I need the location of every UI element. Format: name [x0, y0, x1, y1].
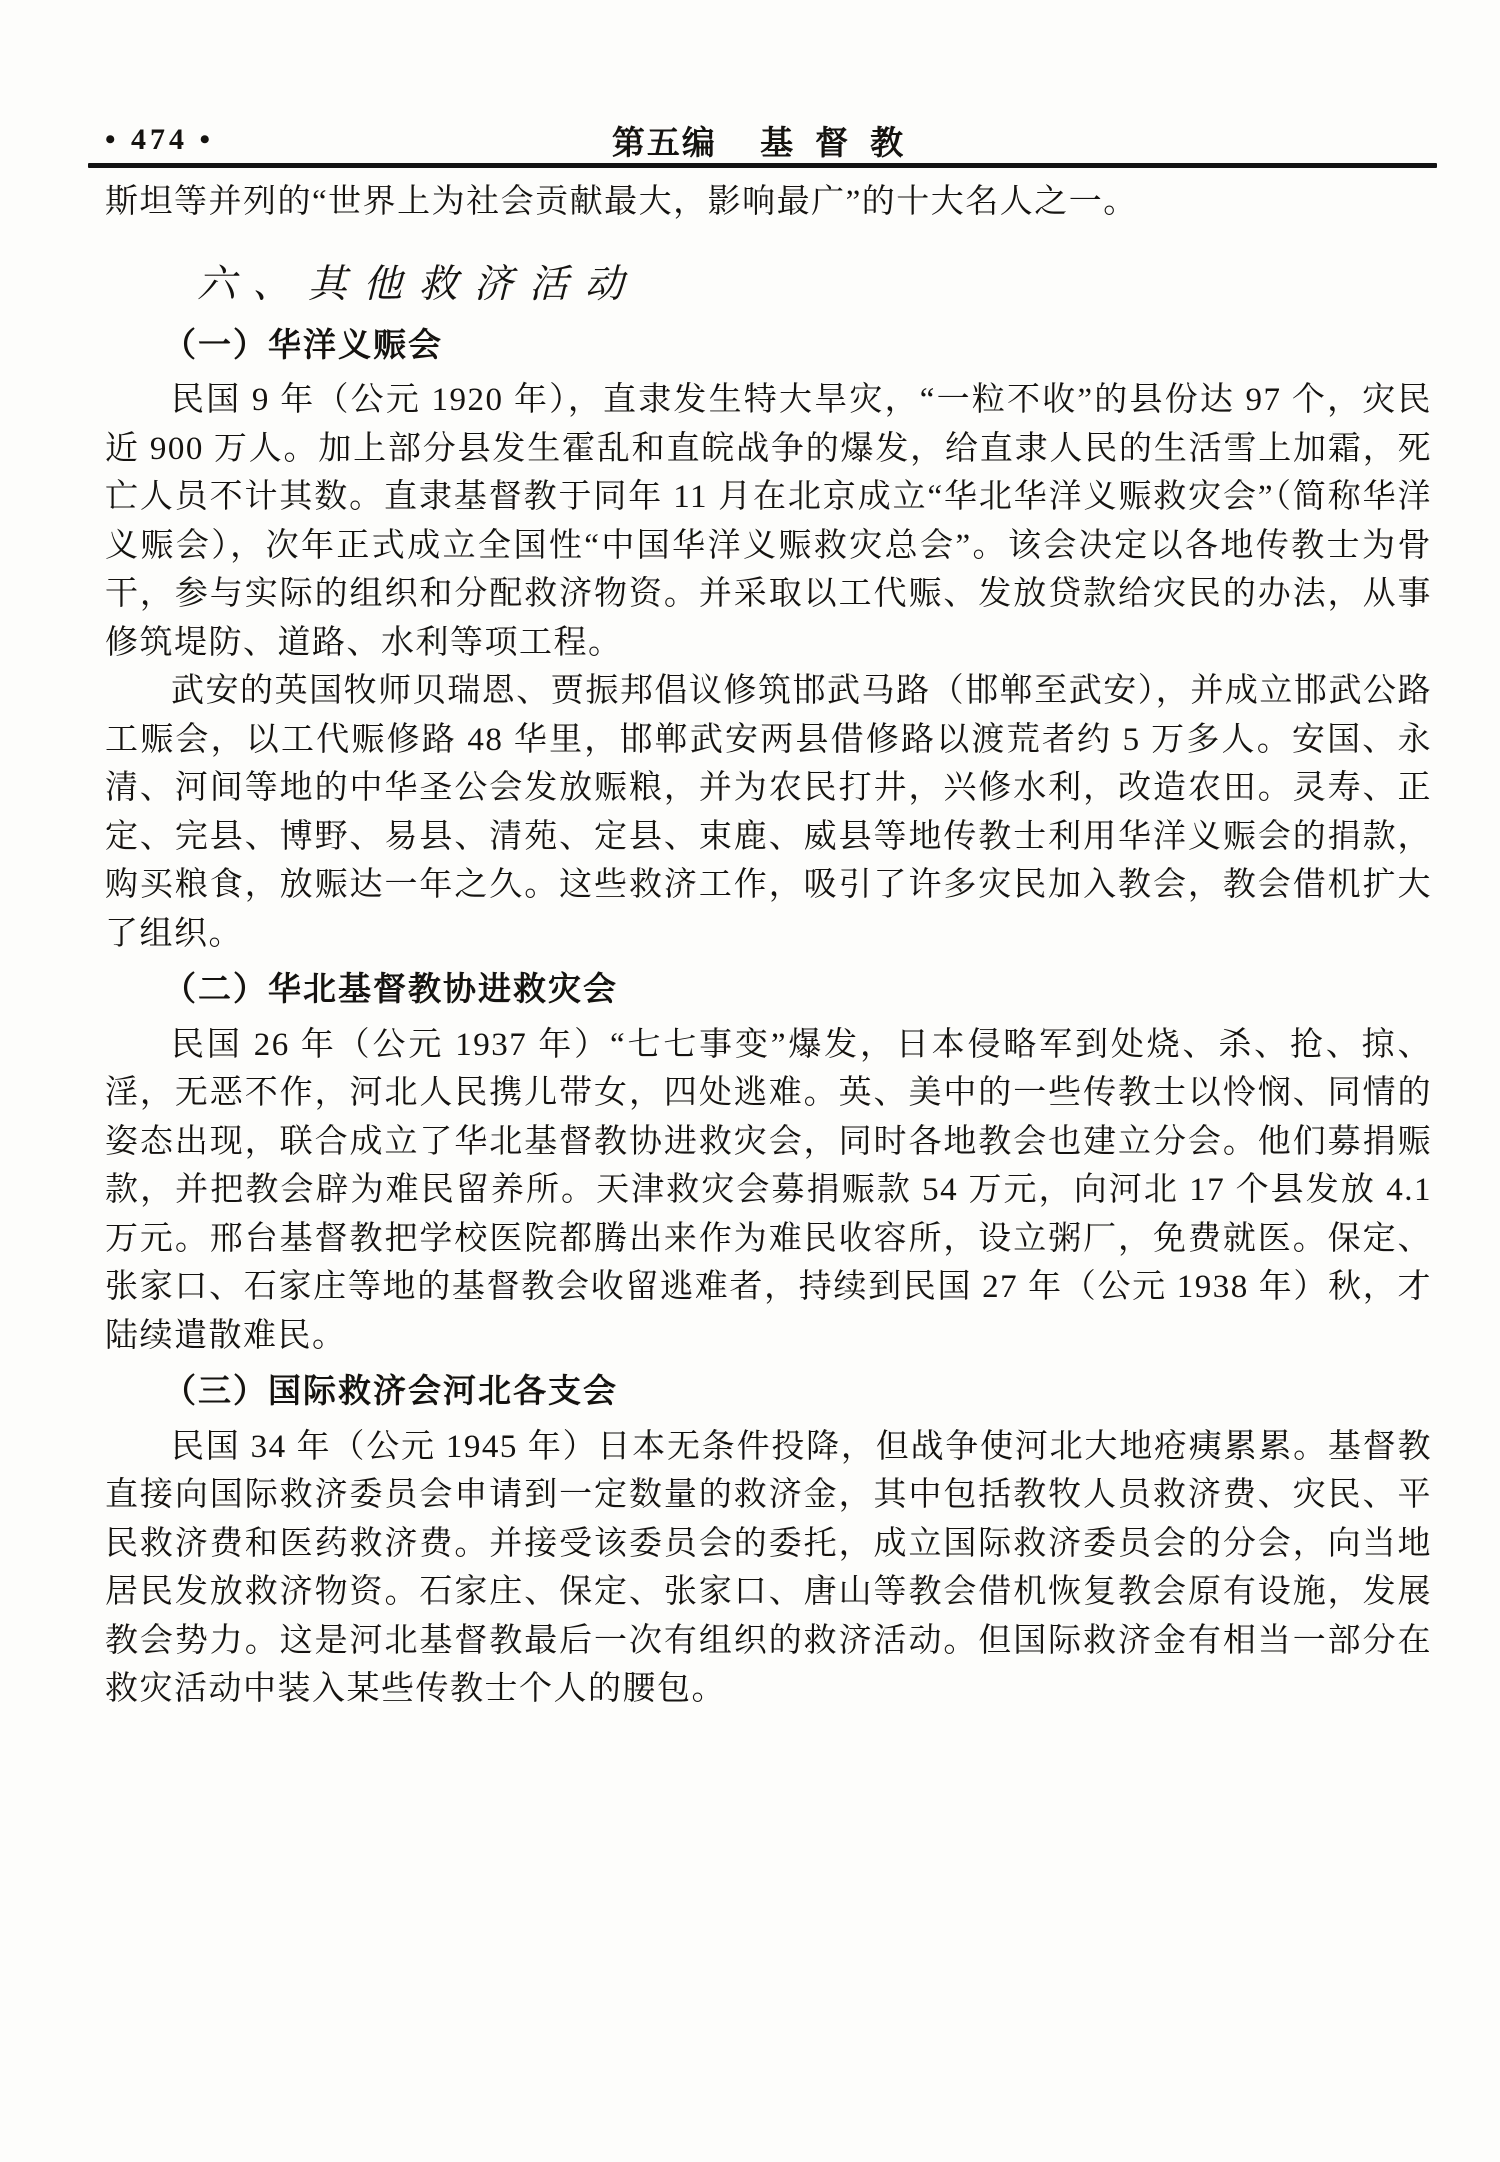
- header-rule: [88, 163, 1437, 168]
- running-title: [105, 117, 1432, 164]
- subsection-2-paragraph-1: 民国 26 年（公元 1937 年）“七七事变”爆发，日本侵略军到处烧、杀、抢、掠、淫，无恶不作，河北人民携儿带女，四处逃难。英、美中的一些传教士以怜悯、同情的姿态出现，联合成立了华北基督教协进救灾会，同时各地教会也建立分会。他们募捐赈款，并把教会辟为难民留养所。天津救灾会募捐赈款 54 万元，向河北 17 个县发放 4.1 万元。邢台基督教把学校医院都腾出来作为难民收容所，设立粥厂，免费就医。保定、张家口、石家庄等地的基督教会收留逃难者，持续到民国 27 年（公元 1938 年）秋，才陆续遣散难民。: [105, 1026, 1433, 1354]
- page-content: [105, 178, 1432, 1714]
- subsection-2-heading: （二）华北基督教协进救灾会: [163, 970, 618, 1007]
- subsection-1-paragraph-1: 民国 9 年（公元 1920 年），直隶发生特大旱灾，“一粒不收”的县份达 97 个，灾民近 900 万人。加上部分县发生霍乱和直皖战争的爆发，给直隶人民的生活雪上加霜，死亡人员不计其数。直隶基督教于同年 11 月在北京成立“华北华洋义赈救灾会”（简称华洋义赈会），次年正式成立全国性“中国华洋义赈救灾总会”。该会决定以各地传教士为骨干，参与实际的组织和分配救济物资。并采取以工代赈、发放贷款给灾民的办法，从事修筑堤防、道路、水利等项工程。: [105, 382, 1432, 661]
- subsection-2: [105, 965, 1432, 1360]
- subsection-3: [105, 1367, 1432, 1714]
- subsection-3-heading: （三）国际救济会河北各支会: [163, 1372, 618, 1409]
- page-header: [105, 118, 1432, 162]
- running-title-subject: 基督教: [760, 123, 926, 161]
- continued-paragraph: 斯坦等并列的“世界上为社会贡献最大，影响最广”的十大名人之一。: [105, 184, 1138, 220]
- section-heading: 六、其他救济活动: [197, 262, 641, 306]
- subsection-3-paragraph-1: 民国 34 年（公元 1945 年）日本无条件投降，但战争使河北大地疮痍累累。基督教直接向国际救济委员会申请到一定数量的救济金，其中包括教牧人员救济费、灾民、平民救济费和医药救济费。并接受该委员会的委托，成立国际救济委员会的分会，向当地居民发放救济物资。石家庄、保定、张家口、唐山等教会借机恢复教会原有设施，发展教会势力。这是河北基督教最后一次有组织的救济活动。但国际救济金有相当一部分在救灾活动中装入某些传教士个人的腰包。: [105, 1428, 1432, 1707]
- page-number: • 474 •: [105, 123, 215, 156]
- subsection-1: [105, 321, 1432, 959]
- running-title-part: 第五编: [611, 123, 717, 161]
- subsection-1-paragraph-2: 武安的英国牧师贝瑞恩、贾振邦倡议修筑邯武马路（邯郸至武安），并成立邯武公路工赈会，以工代赈修路 48 华里，邯郸武安两县借修路以渡荒者约 5 万多人。安国、永清、河间等地的中华圣公会发放赈粮，并为农民打井，兴修水利，改造农田。灵寿、正定、完县、博野、易县、清苑、定县、束鹿、威县等地传教士利用华洋义赈会的捐款，购买粮食，放赈达一年之久。这些救济工作，吸引了许多灾民加入教会，教会借机扩大了组织。: [105, 673, 1433, 952]
- subsection-1-heading: （一）华洋义赈会: [163, 325, 443, 363]
